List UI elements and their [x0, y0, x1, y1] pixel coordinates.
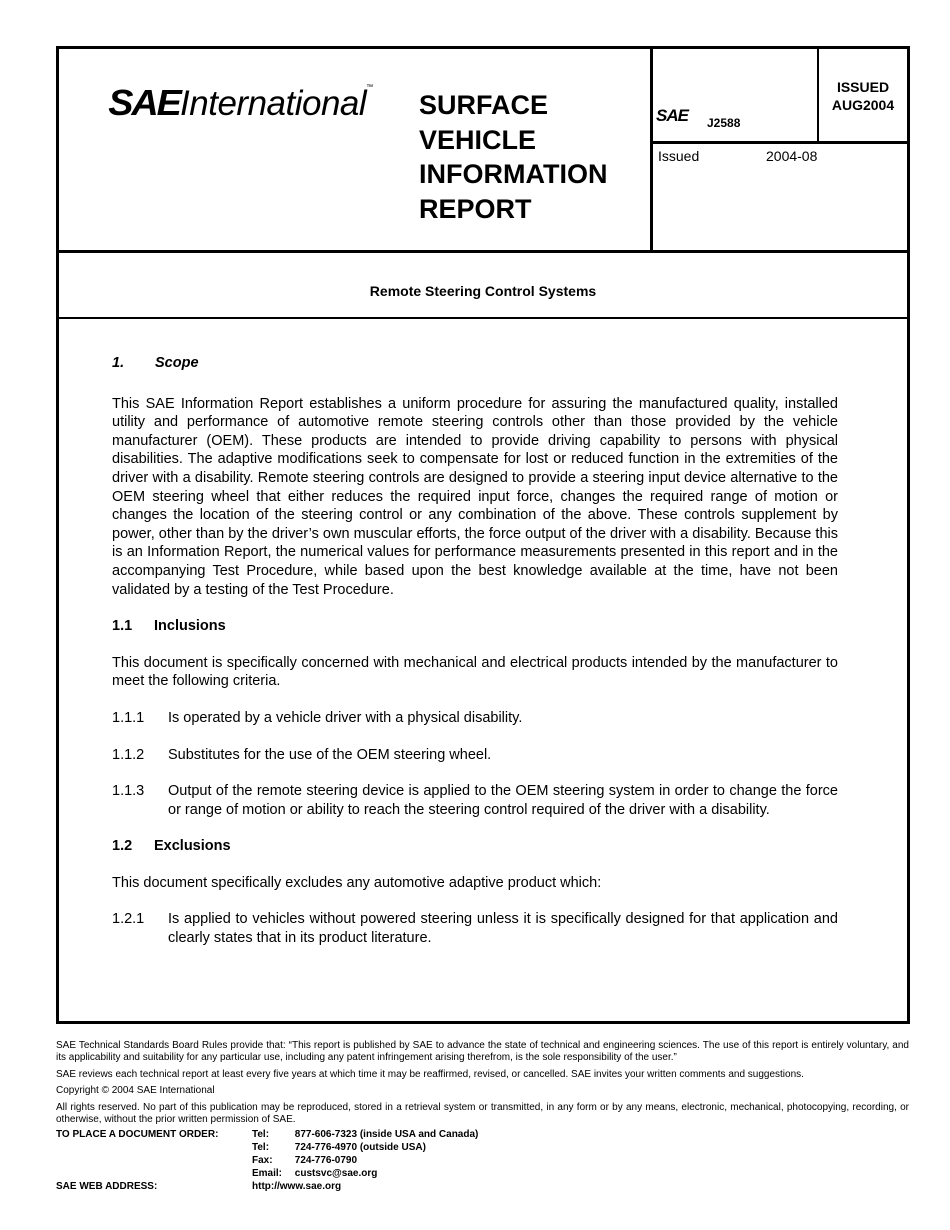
- title-divider: [58, 317, 907, 319]
- item-number: 1.1.3: [112, 783, 145, 800]
- document-number: J2588: [707, 116, 741, 130]
- section-heading-inclusions: [112, 617, 838, 636]
- issued-date: 2004-08: [766, 148, 818, 164]
- tel-label: Tel:: [252, 1142, 270, 1154]
- item-text: Is applied to vehicles without powered steering unless it is specifically designed for that application and clearly states that in its product literature.: [168, 911, 838, 947]
- logo-trademark: ™: [366, 84, 374, 91]
- section-heading-exclusions: [112, 837, 838, 856]
- tel-label: Tel:: [252, 1129, 270, 1141]
- footer-review: SAE reviews each technical report at least every five years at which time it may be reaffirmed, revised, or cancelled. SAE invites your written comments and suggestions.: [56, 1068, 804, 1080]
- order-info: [56, 1128, 909, 1193]
- order-tel2: [252, 1141, 909, 1154]
- status-line-2: AUG2004: [831, 97, 895, 113]
- email-label: Email:: [252, 1168, 283, 1180]
- list-item: [112, 709, 838, 728]
- section-title: Inclusions: [154, 618, 226, 635]
- document-title: Remote Steering Control Systems: [369, 283, 597, 299]
- footer-copyright: Copyright © 2004 SAE International: [56, 1085, 215, 1097]
- web-label: SAE WEB ADDRESS:: [56, 1181, 158, 1193]
- scope-paragraph: This SAE Information Report establishes a uniform procedure for assuring the manufactured quality, installed utility and performance of automotive remote steering controls other than those provided by the vehicle manufacturer (OEM). These products are intended to provide driving capability to persons with physical disabilities. The adaptive modifications seek to compensate for lost or reduced function in the extremities of the driver with a disability. Remote steering controls are designed to provide a steering input device alternative to the OEM steering wheel that either reduces the required input force, changes the required range of motion or changes the location of the steering control or any combination of the above. These controls supplement by power, other than by the driver’s own muscular efforts, the force output of the driver with a disability. Because this is an Information Report, the numerical values for performance measurements presented in this report and in the accompanying Test Procedure, while based upon the best knowledge available at the time, have not been validated by a testing of the Test Procedure.: [112, 395, 838, 598]
- web-link[interactable]: http://www.sae.org: [252, 1181, 342, 1193]
- issued-label: Issued: [658, 148, 700, 164]
- header-hline-issued: [652, 141, 907, 144]
- section-title: Scope: [155, 355, 199, 371]
- list-item: [112, 782, 838, 819]
- report-type-title: [419, 88, 607, 226]
- order-fax: [252, 1154, 909, 1167]
- order-email: [252, 1167, 909, 1180]
- sae-international-logo: [110, 82, 373, 122]
- page-footer: [56, 1040, 909, 1193]
- header-vline-left: [650, 48, 653, 251]
- sae-small-logo: SAE: [656, 106, 688, 125]
- item-number: 1.1.1: [112, 709, 145, 726]
- item-text: Is operated by a vehicle driver with a physical disability.: [168, 709, 523, 726]
- list-item: [112, 746, 838, 765]
- section-number: 1.1: [112, 618, 133, 635]
- fax-number: 724-776-0790: [294, 1155, 358, 1167]
- footer-rights: All rights reserved. No part of this publication may be reproduced, stored in a retrieval system or transmitted, in any form or by any means, electronic, mechanical, photocopying, recording, or otherwise, without the prior written permission of SAE.: [56, 1101, 909, 1126]
- section-title: Exclusions: [154, 838, 231, 855]
- logo-word: International: [180, 84, 367, 123]
- report-type-line: SURFACE: [419, 90, 549, 120]
- item-text: Substitutes for the use of the OEM steering wheel.: [168, 746, 492, 763]
- logo-brand: SAE: [108, 82, 180, 123]
- report-type-line: INFORMATION: [419, 159, 608, 189]
- item-number: 1.2.1: [112, 911, 145, 928]
- order-tel1: [252, 1128, 909, 1141]
- section-number: 1.: [112, 355, 125, 371]
- email-link[interactable]: custsvc@sae.org: [294, 1168, 378, 1180]
- report-type-line: VEHICLE: [419, 124, 537, 155]
- inclusions-paragraph: This document is specifically concerned with mechanical and electrical products intended by the manufacturer to meet the following criteria.: [112, 654, 838, 690]
- order-label: TO PLACE A DOCUMENT ORDER:: [56, 1129, 219, 1141]
- section-number: 1.2: [112, 838, 133, 855]
- phone-number[interactable]: 877-606-7323 (inside USA and Canada): [294, 1129, 479, 1141]
- phone-number[interactable]: 724-776-4970 (outside USA): [294, 1142, 426, 1154]
- item-text: Output of the remote steering device is applied to the OEM steering system in order to change the force or range of motion or ability to reach the steering control required of the driver with a disability.: [168, 783, 838, 818]
- fax-label: Fax:: [252, 1155, 273, 1167]
- item-number: 1.1.2: [112, 746, 145, 763]
- header-divider: [58, 250, 907, 253]
- exclusions-paragraph: This document specifically excludes any automotive adaptive product which:: [112, 874, 602, 891]
- status-box: [820, 78, 906, 114]
- status-line-1: ISSUED: [836, 79, 890, 95]
- header-vline-right: [817, 48, 819, 142]
- list-item: [112, 910, 838, 947]
- report-type-line: REPORT: [419, 193, 532, 224]
- footer-rules: SAE Technical Standards Board Rules provide that: “This report is published by SAE to advance the state of technical and engineering sciences. The use of this report is entirely voluntary, and its applicability and suitability for any particular use, including any patent infringement arising therefrom, is the sole responsibility of the user.”: [56, 1040, 909, 1064]
- section-heading-scope: [112, 354, 838, 373]
- document-body: [112, 354, 838, 966]
